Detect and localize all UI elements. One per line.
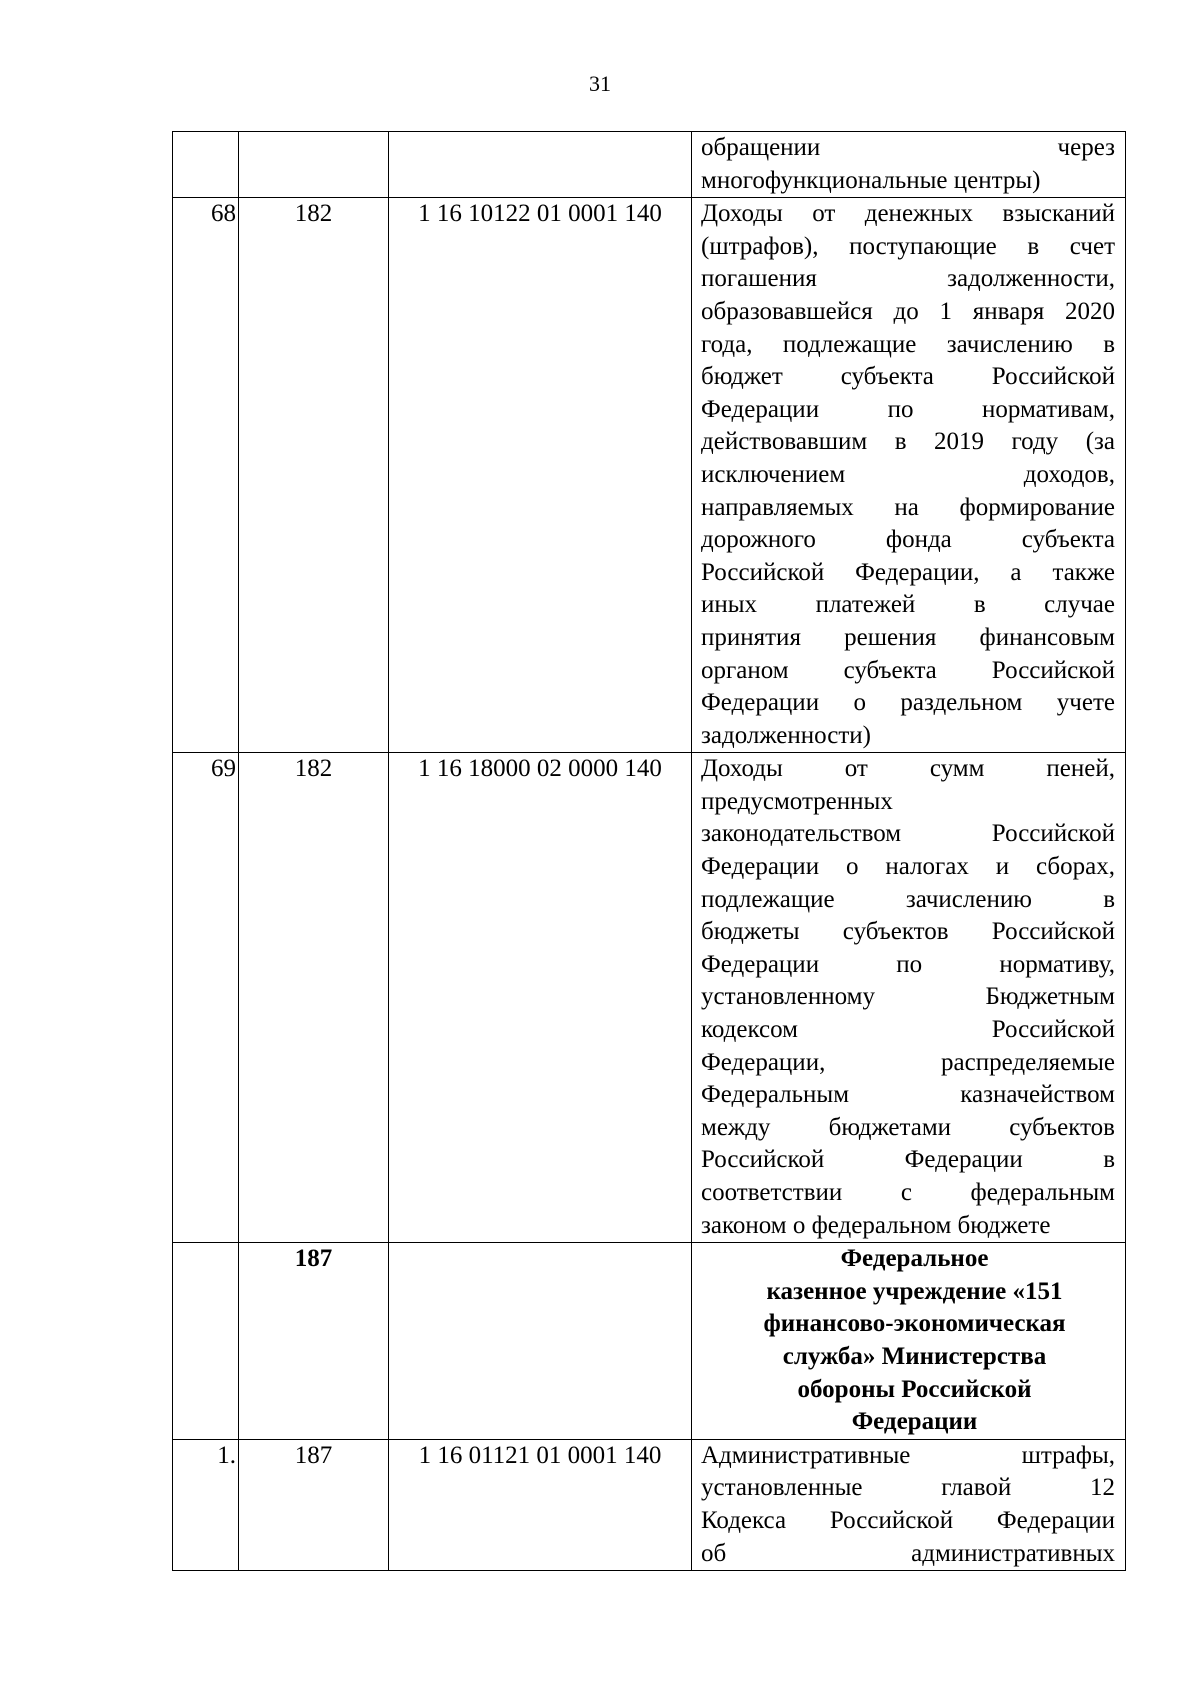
row-number-cell <box>173 1243 239 1440</box>
description-line: Федерации о налогах и сборах, <box>701 853 1115 881</box>
administrator-code-cell <box>239 132 389 198</box>
table-row <box>173 132 1126 198</box>
heading-line: казенное учреждение «151 <box>766 1277 1063 1305</box>
table-row <box>173 753 1126 1243</box>
revenue-description-cell <box>692 1439 1126 1570</box>
description-line: задолженности) <box>701 721 871 749</box>
description-line: соответствии с федеральным <box>701 1179 1115 1206</box>
description-line: Федерации по нормативу, <box>701 950 1115 978</box>
page-number: 31 <box>589 71 611 96</box>
table-row <box>173 1439 1126 1570</box>
administrator-code-cell: 182 <box>239 198 389 753</box>
administrator-code-cell: 187 <box>239 1439 389 1570</box>
description-line: обращении через <box>701 134 1115 161</box>
budget-classification-code-cell: 1 16 10122 01 0001 140 <box>389 198 692 753</box>
description-line: законом о федеральном бюджете <box>701 1211 1051 1239</box>
description-line: Административные штрафы, <box>701 1441 1115 1469</box>
description-line: (штрафов), поступающие в счет <box>701 232 1115 260</box>
revenue-codes-table <box>172 131 1126 1571</box>
description-line: погашения задолженности, <box>701 265 1115 293</box>
row-number-cell <box>173 132 239 198</box>
description-line: законодательством Российской <box>701 820 1115 848</box>
description-line: Федеральным казначейством <box>701 1081 1115 1109</box>
description-line: подлежащие зачислению в <box>701 885 1115 913</box>
budget-classification-code-cell <box>389 1243 692 1440</box>
description-line: между бюджетами субъектов <box>701 1113 1115 1141</box>
administrator-code-cell: 187 <box>239 1243 389 1440</box>
heading-line: обороны Российской <box>797 1375 1032 1403</box>
budget-classification-code-cell: 1 16 18000 02 0000 140 <box>389 753 692 1243</box>
revenue-description-cell <box>692 132 1126 198</box>
administrator-code-cell: 182 <box>239 753 389 1243</box>
description-line: предусмотренных <box>701 787 893 815</box>
description-line: исключением доходов, <box>701 460 1115 488</box>
description-line: органом субъекта Российской <box>701 656 1115 684</box>
description-line: направляемых на формирование <box>701 493 1115 521</box>
description-line: бюджет субъекта Российской <box>701 363 1115 391</box>
description-line: Доходы от сумм пеней, <box>701 755 1115 783</box>
budget-classification-code-cell: 1 16 01121 01 0001 140 <box>389 1439 692 1570</box>
description-line: Российской Федерации в <box>701 1146 1115 1174</box>
description-line: принятия решения финансовым <box>701 623 1115 651</box>
description-line: об административных <box>701 1539 1115 1567</box>
description-line: Доходы от денежных взысканий <box>701 200 1115 228</box>
description-line: Кодекса Российской Федерации <box>701 1506 1115 1534</box>
description-line: кодексом Российской <box>701 1016 1115 1044</box>
heading-line: служба» Министерства <box>782 1342 1047 1370</box>
description-line: Федерации, распределяемые <box>701 1048 1115 1076</box>
description-line: установленному Бюджетным <box>701 983 1115 1011</box>
table-row <box>173 198 1126 753</box>
description-line: действовавшим в 2019 году (за <box>701 428 1115 456</box>
row-number-cell: 1. <box>173 1439 239 1570</box>
row-number-cell: 69 <box>173 753 239 1243</box>
table-row-section-heading <box>173 1243 1126 1440</box>
description-line: бюджеты субъектов Российской <box>701 918 1115 946</box>
description-line: многофункциональные центры) <box>701 166 1041 194</box>
row-number-cell: 68 <box>173 198 239 753</box>
revenue-description-cell <box>692 753 1126 1243</box>
description-line: Федерации по нормативам, <box>701 395 1115 423</box>
description-line: Российской Федерации, а также <box>701 558 1115 586</box>
heading-line: финансово-экономическая <box>763 1310 1066 1338</box>
description-line: года, подлежащие зачислению в <box>701 330 1115 358</box>
description-line: Федерации о раздельном учете <box>701 689 1115 717</box>
description-line: образовавшейся до 1 января 2020 <box>701 297 1115 325</box>
heading-line: Федеральное <box>840 1245 989 1273</box>
heading-line: Федерации <box>851 1408 978 1436</box>
budget-classification-code-cell <box>389 132 692 198</box>
revenue-description-cell <box>692 198 1126 753</box>
description-line: иных платежей в случае <box>701 591 1115 619</box>
description-line: дорожного фонда субъекта <box>701 526 1115 554</box>
administrator-name-heading <box>692 1243 1126 1440</box>
description-line: установленные главой 12 <box>701 1474 1115 1502</box>
